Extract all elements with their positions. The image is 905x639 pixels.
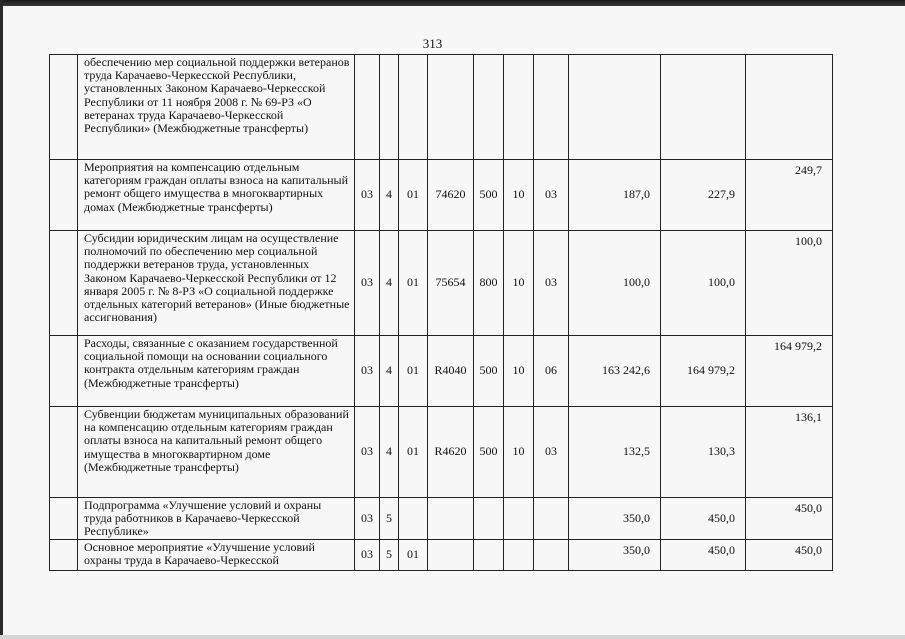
code-activity: 01 <box>399 160 428 231</box>
code-subsection: 06 <box>534 336 569 407</box>
code-direction: R4040 <box>428 336 474 407</box>
amount-year-3: 249,7 <box>746 160 833 231</box>
code-subprogram: 4 <box>380 160 399 231</box>
code-activity: 01 <box>399 336 428 407</box>
row-name: Субсидии юридическим лицам на осуществление полномочий по обеспечению мер социальной поддержки ветеранов труда, установленных Законом Карачаево-Черкесской Республики от 12 января 2005 г. № 8-РЗ «О социальной поддержке отдельных категорий ветеранов» (Иные бюджетные ассигнования) <box>78 231 355 336</box>
amount-year-2: 450,0 <box>661 539 746 570</box>
table-row <box>50 231 833 336</box>
code-subprogram: 4 <box>380 231 399 336</box>
code-direction <box>428 55 474 160</box>
code-expense-type <box>474 498 504 540</box>
code-ministry: 03 <box>355 160 380 231</box>
row-name: обеспечению мер социальной поддержки ветеранов труда Карачаево-Черкесской Республики, установленных Законом Карачаево-Черкесской Республики от 11 ноября 2008 г. № 69-РЗ «О ветеранах труда Карачаево-Черкесской Республики» (Межбюджетные трансферты) <box>78 55 355 160</box>
row-number-cell <box>50 231 78 336</box>
code-direction: 74620 <box>428 160 474 231</box>
code-activity <box>399 55 428 160</box>
code-activity: 01 <box>399 231 428 336</box>
amount-year-1: 163 242,6 <box>569 336 661 407</box>
code-ministry: 03 <box>355 231 380 336</box>
amount-year-2: 100,0 <box>661 231 746 336</box>
code-activity: 01 <box>399 539 428 570</box>
amount-year-2: 227,9 <box>661 160 746 231</box>
code-direction: R4620 <box>428 407 474 498</box>
amount-year-1: 350,0 <box>569 539 661 570</box>
code-subsection: 03 <box>534 231 569 336</box>
table-row <box>50 55 833 160</box>
code-section: 10 <box>504 160 534 231</box>
code-section <box>504 539 534 570</box>
code-direction: 75654 <box>428 231 474 336</box>
code-activity: 01 <box>399 407 428 498</box>
amount-year-2: 164 979,2 <box>661 336 746 407</box>
budget-table <box>49 54 833 571</box>
code-subprogram <box>380 55 399 160</box>
code-subsection <box>534 539 569 570</box>
code-subsection: 03 <box>534 160 569 231</box>
code-ministry: 03 <box>355 336 380 407</box>
scan-edge-top <box>0 0 905 6</box>
amount-year-1: 132,5 <box>569 407 661 498</box>
row-number-cell <box>50 498 78 540</box>
table-row <box>50 498 833 540</box>
amount-year-3 <box>746 55 833 160</box>
scan-edge-bottom <box>0 635 905 639</box>
row-number-cell <box>50 336 78 407</box>
code-subsection <box>534 55 569 160</box>
amount-year-1 <box>569 55 661 160</box>
row-number-cell <box>50 55 78 160</box>
row-name: Основное мероприятие «Улучшение условий охраны труда в Карачаево-Черкесской <box>78 539 355 570</box>
code-section: 10 <box>504 336 534 407</box>
code-expense-type: 500 <box>474 160 504 231</box>
row-number-cell <box>50 539 78 570</box>
code-section: 10 <box>504 231 534 336</box>
amount-year-1: 187,0 <box>569 160 661 231</box>
code-ministry: 03 <box>355 407 380 498</box>
code-subprogram: 5 <box>380 539 399 570</box>
amount-year-3: 136,1 <box>746 407 833 498</box>
amount-year-3: 450,0 <box>746 539 833 570</box>
code-section: 10 <box>504 407 534 498</box>
amount-year-3: 450,0 <box>746 498 833 540</box>
amount-year-2: 450,0 <box>661 498 746 540</box>
code-subprogram: 5 <box>380 498 399 540</box>
row-name: Субвенции бюджетам муниципальных образований на компенсацию отдельным категориям граждан оплаты взноса на капитальный ремонт общего имущества в многоквартирном доме (Межбюджетные трансферты) <box>78 407 355 498</box>
table-row <box>50 160 833 231</box>
code-subsection: 03 <box>534 407 569 498</box>
code-section <box>504 498 534 540</box>
code-ministry: 03 <box>355 539 380 570</box>
scan-edge-left <box>0 0 3 639</box>
code-direction <box>428 498 474 540</box>
page-number: 313 <box>422 36 443 51</box>
amount-year-2: 130,3 <box>661 407 746 498</box>
code-subprogram: 4 <box>380 336 399 407</box>
code-subprogram: 4 <box>380 407 399 498</box>
table-row <box>50 336 833 407</box>
code-activity <box>399 498 428 540</box>
amount-year-3: 100,0 <box>746 231 833 336</box>
code-expense-type <box>474 55 504 160</box>
row-number-cell <box>50 407 78 498</box>
table-row <box>50 539 833 570</box>
code-section <box>504 55 534 160</box>
row-name: Мероприятия на компенсацию отдельным категориям граждан оплаты взноса на капитальный ремонт общего имущества в многоквартирных домах (Межбюджетные трансферты) <box>78 160 355 231</box>
row-number-cell <box>50 160 78 231</box>
amount-year-2 <box>661 55 746 160</box>
code-subsection <box>534 498 569 540</box>
code-expense-type: 800 <box>474 231 504 336</box>
code-ministry: 03 <box>355 498 380 540</box>
code-ministry <box>355 55 380 160</box>
row-name: Подпрограмма «Улучшение условий и охраны труда работников в Карачаево-Черкесской Республике» <box>78 498 355 540</box>
code-direction <box>428 539 474 570</box>
row-name: Расходы, связанные с оказанием государственной социальной помощи на основании социального контракта отдельным категориям граждан (Межбюджетные трансферты) <box>78 336 355 407</box>
table-row <box>50 407 833 498</box>
code-expense-type <box>474 539 504 570</box>
amount-year-1: 350,0 <box>569 498 661 540</box>
amount-year-3: 164 979,2 <box>746 336 833 407</box>
amount-year-1: 100,0 <box>569 231 661 336</box>
code-expense-type: 500 <box>474 407 504 498</box>
code-expense-type: 500 <box>474 336 504 407</box>
